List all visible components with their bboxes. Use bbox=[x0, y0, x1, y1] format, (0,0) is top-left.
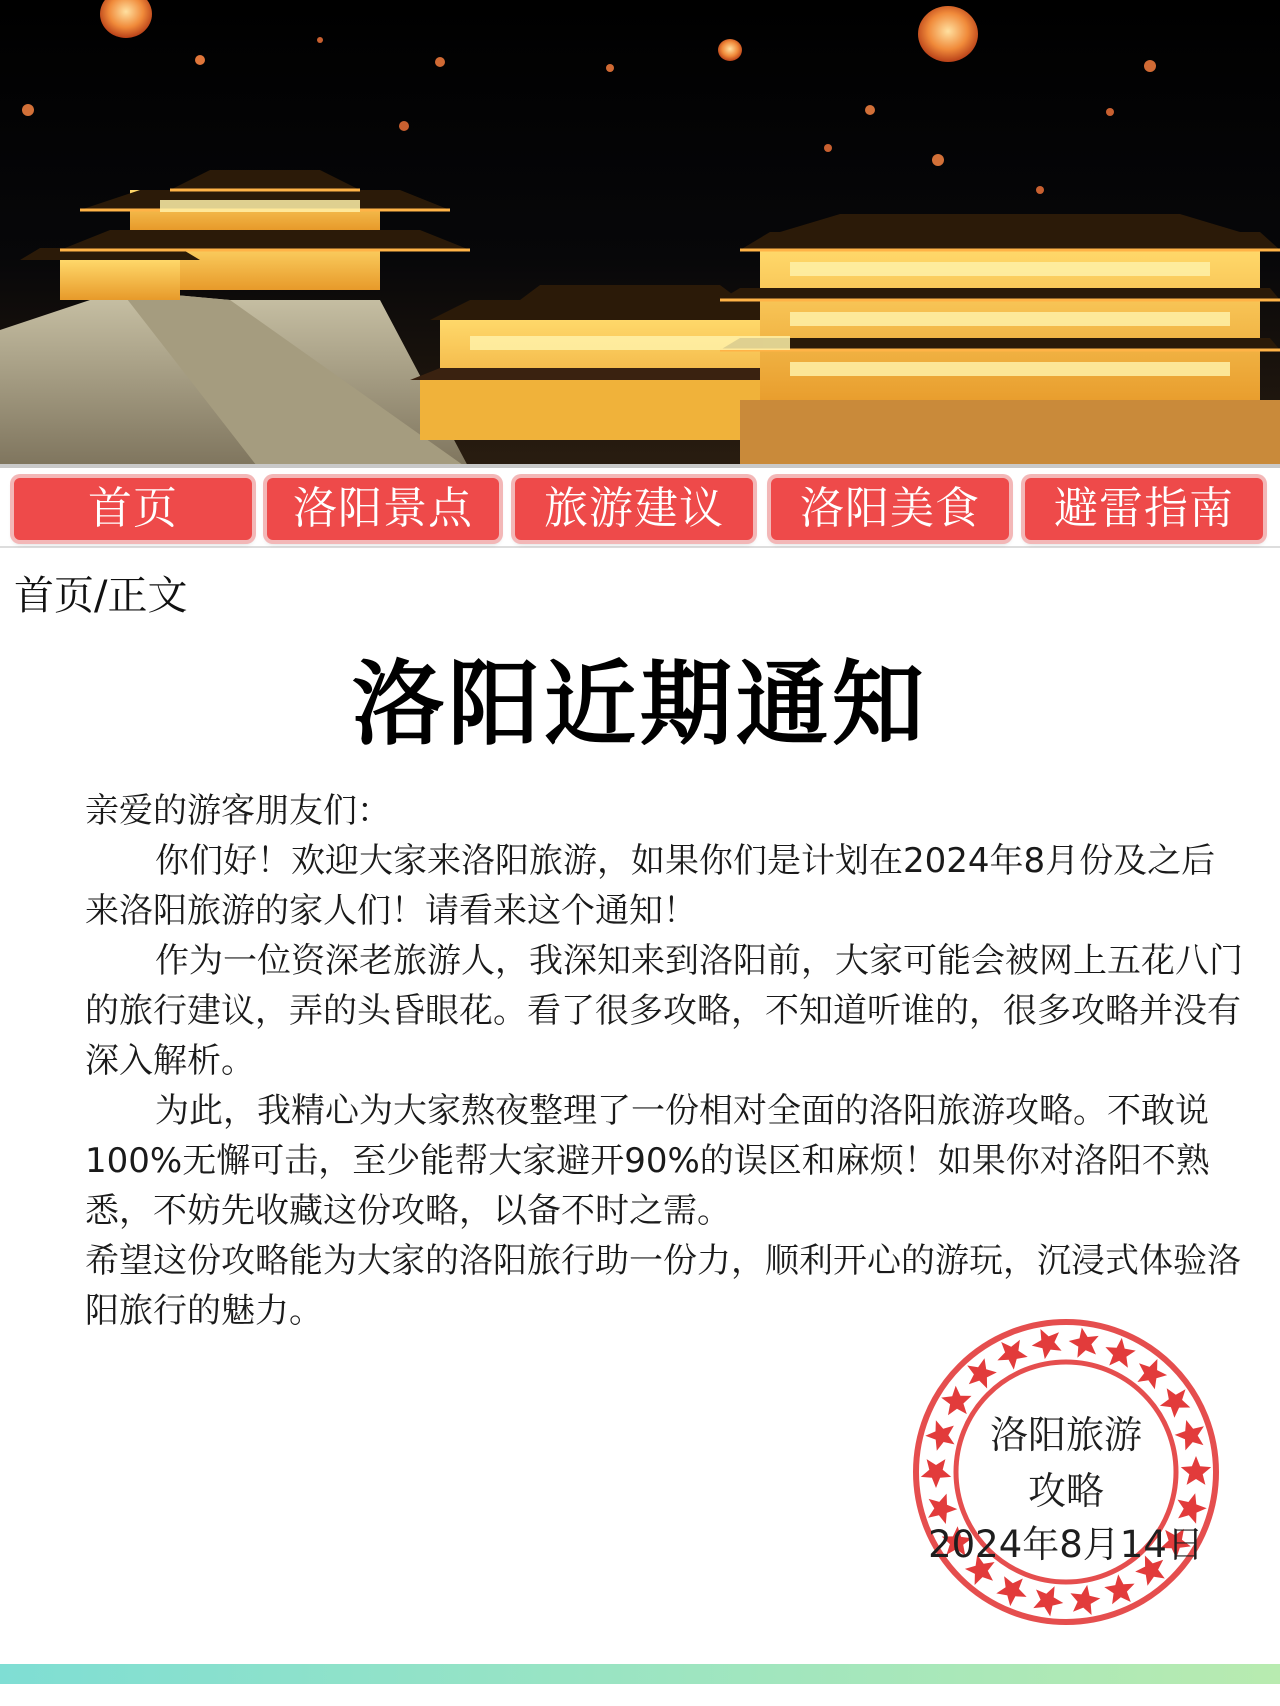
article-paragraph: 希望这份攻略能为大家的洛阳旅行助一份力，顺利开心的游玩，沉浸式体验洛阳旅行的魅力。 bbox=[85, 1241, 1241, 1331]
seal-star bbox=[1105, 1338, 1135, 1368]
breadcrumb[interactable]: 首页/正文 bbox=[14, 573, 188, 619]
nav-item-home[interactable]: 首页 bbox=[14, 478, 252, 540]
seal-star bbox=[997, 1340, 1027, 1370]
sky-lanterns bbox=[22, 0, 1156, 194]
seal-star bbox=[1070, 1585, 1100, 1615]
article-paragraph: 作为一位资深老旅游人，我深知来到洛阳前，大家可能会被网上五花八门的旅行建议，弄的头昏眼花。看了很多攻略，不知道听谁的，很多攻略并没有深入解析。 bbox=[85, 941, 1243, 1081]
seal-star bbox=[1104, 1574, 1134, 1604]
seal-star bbox=[967, 1358, 997, 1388]
seal-date: 2024年8月14日 bbox=[928, 1523, 1204, 1566]
seal-line-2: 攻略 bbox=[1027, 1469, 1104, 1513]
nav-item-pitfall-guide[interactable]: 避雷指南 bbox=[1025, 478, 1263, 540]
header-banner-image bbox=[0, 0, 1280, 468]
article-paragraph: 为此，我精心为大家熬夜整理了一份相对全面的洛阳旅游攻略。不敢说100%无懈可击，至少能帮大家避开90%的误区和麻烦！如果你对洛阳不熟悉，不妨先收藏这份攻略，以备不时之需。 bbox=[85, 1091, 1210, 1231]
seal-line-1: 洛阳旅游 bbox=[989, 1413, 1142, 1457]
page-title: 洛阳近期通知 bbox=[351, 651, 928, 758]
nav-item-food[interactable]: 洛阳美食 bbox=[771, 478, 1009, 540]
seal-star bbox=[1033, 1586, 1063, 1616]
seal-star bbox=[1069, 1328, 1099, 1358]
palace-illustration bbox=[0, 0, 1280, 468]
official-seal bbox=[906, 1312, 1226, 1632]
seal-star bbox=[1137, 1359, 1167, 1389]
seal-star bbox=[1032, 1329, 1062, 1359]
nav-item-attractions[interactable]: 洛阳景点 bbox=[267, 478, 499, 540]
nav-item-travel-tips[interactable]: 旅游建议 bbox=[515, 478, 753, 540]
nav-bar bbox=[0, 464, 1280, 548]
article-body bbox=[85, 786, 1245, 1336]
seal-star bbox=[996, 1576, 1026, 1606]
article-paragraph: 你们好！欢迎大家来洛阳旅游，如果你们是计划在2024年8月份及之后来洛阳旅游的家人们！请看来这个通知！ bbox=[85, 841, 1216, 931]
article-greeting: 亲爱的游客朋友们： bbox=[85, 791, 391, 831]
bottom-decor-bar bbox=[0, 1664, 1280, 1684]
